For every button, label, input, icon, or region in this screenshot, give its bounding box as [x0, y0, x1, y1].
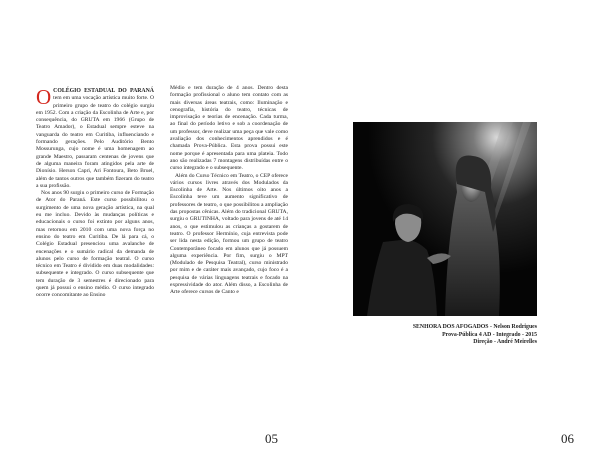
- stage-photo: [353, 122, 537, 316]
- caption-production: Prova-Pública 4 AD - Integrado - 2015: [442, 331, 537, 338]
- paragraph-formation: Nos anos 90 surgiu o primeiro curso de Formação de Ator do Paraná. Este curso possibilitou o surgimento de uma nova geração artística, na qual eu me incluo. Devido às mudanças políticas e educacionais o curso foi extinto por alguns anos, mas retornou em 2010 com uma nova força no ensino do teatro em Curitiba. De lá para cá, o Colégio Estadual presenciou uma avalanche de encenações e o sumário radical da demanda de alunos pelo curso de formação teatral. O curso técnico em Teatro é dividido em duas modalidades: subsequente e integrado. O curso subsequente que tem duração de 3 semestres é direcionado para quem já possui o ensino médio. O curso integrado ocorre concomitante ao Ensino: [36, 190, 154, 299]
- lead-in: COLÉGIO ESTADUAL DO PARANÁ: [53, 88, 154, 94]
- photo-caption: [353, 324, 537, 347]
- page-number-right: 06: [561, 431, 574, 446]
- text-column-2: [170, 85, 288, 297]
- stage-photo-image: [353, 122, 537, 316]
- intro-paragraph: [36, 85, 154, 190]
- intro-text: tem em uma vocação artística muito forte. O primeiro grupo de teatro do colégio surgiu em 1952. Com a criação da Escolinha de Arte e, por consequência, do GRUTA em 1966 (Grupo de Teatro Amador), o Estadual sempre esteve na vanguarda do teatro em Curitiba, influenciando e formando gerações. Pelo Auditório Bento Mossurunga, cujo nome é uma homenagem ao grande Maestro, passaram centenas de jovens que de alguma maneira foram atingidos pela arte de Dionísio. Herson Capri, Ari Fontoura, Beto Bruel, além de tantos outros que também fizeram do teatro a sua profissão.: [36, 95, 154, 189]
- text-column-1: [36, 85, 154, 300]
- page-number-left: 05: [265, 431, 278, 446]
- caption-direction: Direção - André Meirelles: [473, 339, 537, 346]
- caption-title: SENHORA DOS AFOGADOS - Nelson Rodrigues: [412, 324, 537, 330]
- drop-cap: O: [36, 85, 52, 109]
- paragraph-courses-free: Além do Curso Técnico em Teatro, o CEP oferece vários cursos livres através dos Modulados da Escolinha de Arte. Nos últimos oito anos a Escolinha teve um aumento significativo de professores de teatro, o que possibilitou a ampliação das propostas cênicas. Além do tradicional GRUTA, surgiu o GRUTINHA, voltado para jovens de até 14 anos, o que estimulou as crianças a gostarem de teatro. O professor Hermínio, cuja entrevista pode ser lida nesta edição, formou um grupo de teatro Contemporâneo focado em alunos que já possuem alguma experiência. Por fim, surgiu o MPT (Modulado de Pesquisa Teatral), curso ministrado por mim e de caráter mais avançado, cujo foco é a pesquisa de várias linguagens teatrais e focado na expressividade do ator. Além disso, a Escolinha de Arte oferece cursos de Canto e: [170, 172, 288, 296]
- paragraph-course: Médio e tem duração de 4 anos. Dentro desta formação profissional o aluno tem contato com as mais diversas áreas teatrais, como: Iluminação e cenografia, história do teatro, técnicas de improvisação e teorias de encenação. Cada turma, ao final do período letivo e sob a coordenação de um professor, deve realizar uma peça que vale como avaliação dos conhecimentos aprendidos e é chamada Prova-Pública. Esta prova possui este nome porque é apresentada para uma plateia. Todo ano são realizadas 7 montagens distribuídas entre o curso integrado e o subsequente.: [170, 85, 288, 172]
